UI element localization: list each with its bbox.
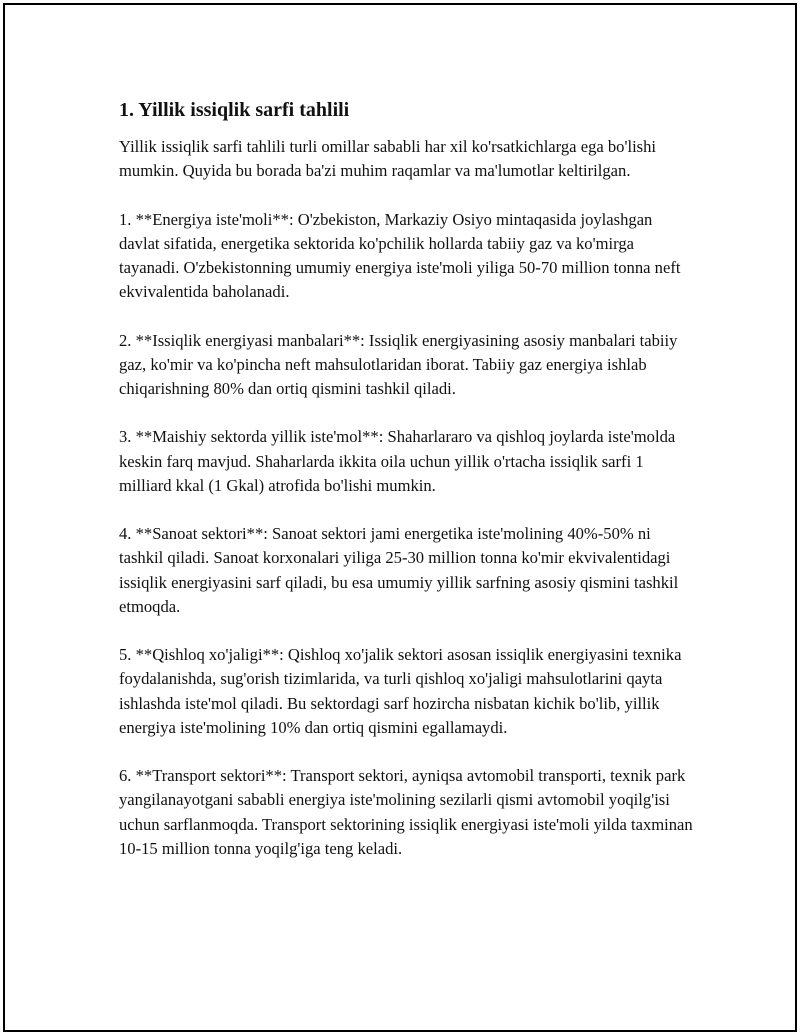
list-item-transport-sector: 6. **Transport sektori**: Transport sektori, ayniqsa avtomobil transporti, texnik park yangilanayotgani sababli energiya iste'molining sezilarli qismi avtomobil yoqilg'isi uchun sarflanmoqda. Transport sektorining issiqlik energiyasi iste'moli yilda taxminan 10-15 million tonna yoqilg'iga teng keladi. (119, 766, 693, 858)
page-frame (3, 3, 797, 1032)
list-item-heat-sources: 2. **Issiqlik energiyasi manbalari**: Issiqlik energiyasining asosiy manbalari tabiiy gaz, ko'mir va ko'pincha neft mahsulotlaridan iborat. Tabiiy gaz energiya ishlab chiqarishning 80% dan ortiq qismini tashkil qiladi. (119, 330, 678, 398)
document-body (119, 96, 694, 861)
document-title: 1. Yillik issiqlik sarfi tahlili (119, 99, 350, 121)
list-item-energy-consumption: 1. **Energiya iste'moli**: O'zbekiston, Markaziy Osiyo mintaqasida joylashgan davlat sifatida, energetika sektorida ko'pchilik hollarda tabiiy gaz va ko'mirga tayanadi. O'zbekistonning umumiy energiya iste'moli yiliga 50-70 million tonna neft ekvivalentida baholanadi. (119, 209, 681, 302)
list-item-agriculture: 5. **Qishloq xo'jaligi**: Qishloq xo'jalik sektori asosan issiqlik energiyasini texnika foydalanishda, sug'orish tizimlarida, va turli qishloq xo'jaligi mahsulotlarini qayta ishlashda iste'mol qiladi. Bu sektordagi sarf hozircha nisbatan kichik bo'lib, yillik energiya iste'molining 10% dan ortiq qismini egallamaydi. (119, 645, 682, 737)
intro-paragraph: Yillik issiqlik sarfi tahlili turli omillar sababli har xil ko'rsatkichlarga ega bo'lishi mumkin. Quyida bu borada ba'zi muhim raqamlar va ma'lumotlar keltirilgan. (119, 137, 657, 181)
list-item-industry-sector: 4. **Sanoat sektori**: Sanoat sektori jami energetika iste'molining 40%-50% ni tashkil qiladi. Sanoat korxonalari yiliga 25-30 million tonna ko'mir ekvivalentidagi issiqlik energiyasini sarf qiladi, bu esa umumiy yillik sarfning asosiy qismini tashkil etmoqda. (119, 524, 679, 616)
list-item-household-sector: 3. **Maishiy sektorda yillik iste'mol**: Shaharlararo va qishloq joylarda iste'molda keskin farq mavjud. Shaharlarda ikkita oila uchun yillik o'rtacha issiqlik sarfi 1 milliard kkal (1 Gkal) atrofida bo'lishi mumkin. (119, 427, 676, 495)
